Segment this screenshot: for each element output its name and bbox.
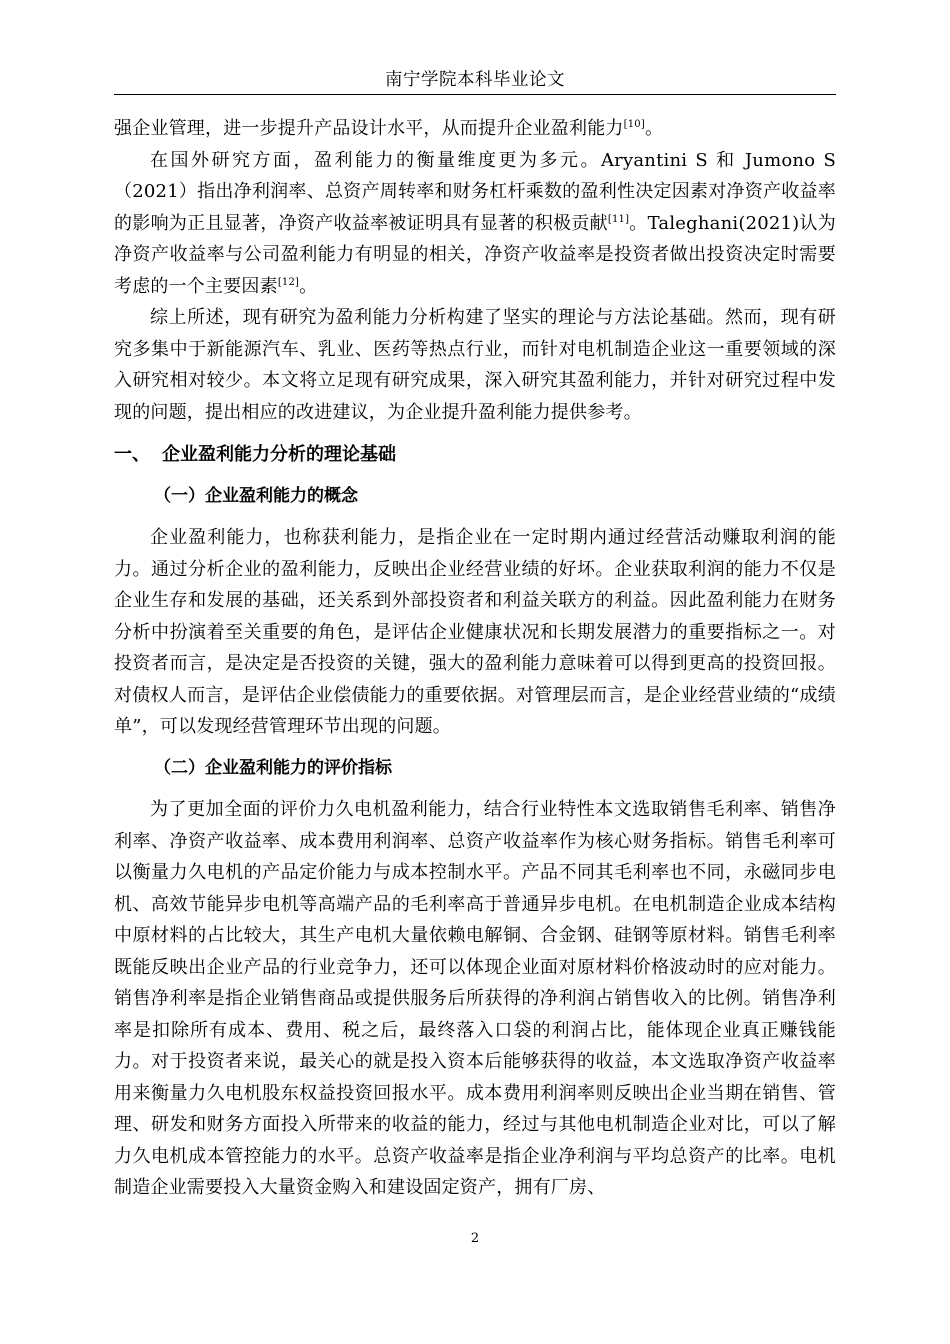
subsection-heading-2: （二）企业盈利能力的评价指标 xyxy=(154,757,392,778)
paragraph-text: 强企业管理，进一步提升产品设计水平，从而提升企业盈利能力 xyxy=(114,118,624,139)
page-header-title: 南宁学院本科毕业论文 xyxy=(385,70,565,90)
paragraph-continuation xyxy=(114,113,836,145)
citation-11: [11] xyxy=(607,213,630,225)
paragraph-end: 。 xyxy=(299,275,318,297)
paragraph-summary: 综上所述，现有研究为盈利能力分析构建了坚实的理论与方法论基础。然而，现有研究多集中于新能源汽车、乳业、医药等热点行业，而针对电机制造企业这一重要领域的深入研究相对较少。本文将立足现有研究成果，深入研究其盈利能力，并针对研究过程中发现的问题，提出相应的改进建议，为企业提升盈利能力提供参考。 xyxy=(114,307,836,423)
subsection-heading-1: （一）企业盈利能力的概念 xyxy=(154,485,358,506)
paragraph-end: 。 xyxy=(644,118,664,139)
paragraph-profitability-concept: 企业盈利能力，也称获利能力，是指企业在一定时期内通过经营活动赚取利润的能力。通过分析企业的盈利能力，反映出企业经营业绩的好坏。企业获取利润的能力不仅是企业生存和发展的基础，还关系到外部投资者和利益关联方的利益。因此盈利能力在财务分析中扮演着至关重要的角色，是评估企业健康状况和长期发展潜力的重要指标之一。对投资者而言，是决定是否投资的关键，强大的盈利能力意味着可以得到更高的投资回报。对债权人而言，是评估企业偿债能力的重要依据。对管理层而言，是企业经营业绩的“成绩单”，可以发现经营管理环节出现的问题。 xyxy=(114,527,836,737)
paragraph-foreign-research xyxy=(114,145,836,303)
citation-10: [10] xyxy=(623,119,645,130)
paragraph-evaluation-indicators: 为了更加全面的评价力久电机盈利能力，结合行业特性本文选取销售毛利率、销售净利率、净资产收益率、成本费用利润率、总资产收益率作为核心财务指标。销售毛利率可以衡量力久电机的产品定价能力与成本控制水平。产品不同其毛利率也不同，永磁同步电机、高效节能异步电机等高端产品的毛利率高于普通异步电机。在电机制造企业成本结构中原材料的占比较大，其生产电机大量依赖电解铜、合金钢、硅钢等原材料。销售毛利率既能反映出企业产品的行业竞争力，还可以体现企业面对原材料价格波动时的应对能力。销售净利率是指企业销售商品或提供服务后所获得的净利润占销售收入的比例。销售净利率是扣除所有成本、费用、税之后，最终落入口袋的利润占比，能体现企业真正赚钱能力。对于投资者来说，最关心的就是投入资本后能够获得的收益，本文选取净资产收益率用来衡量力久电机股东权益投资回报水平。成本费用利润率则反映出企业当期在销售、管理、研发和财务方面投入所带来的收益的能力，经过与其他电机制造企业对比，可以了解力久电机成本管控能力的水平。总资产收益率是指企业净利润与平均总资产的比率。电机制造企业需要投入大量资金购入和建设固定资产，拥有厂房、 xyxy=(114,799,836,1198)
document-body xyxy=(114,113,836,1204)
section-title: 企业盈利能力分析的理论基础 xyxy=(162,444,396,465)
citation-12: [12] xyxy=(277,276,300,288)
page-number: 2 xyxy=(470,1231,480,1246)
section-number: 一、 xyxy=(114,444,150,465)
section-heading-1 xyxy=(114,439,836,471)
header-rule xyxy=(114,94,836,95)
paragraph-text: 。Taleghani(2021)认为净资产收益率与公司盈利能力有明显的相关，净资产收益率是投资者做出投资决定时需要考虑的一个主要因素 xyxy=(114,212,836,297)
paragraph-text: 在国外研究方面，盈利能力的衡量维度更为多元。Aryantini S 和 Jumono S（2021）指出净利润率、总资产周转率和财务杠杆乘数的盈利性决定因素对净资产收益率的影响为正且显著，净资产收益率被证明具有显著的积极贡献 xyxy=(114,149,836,234)
